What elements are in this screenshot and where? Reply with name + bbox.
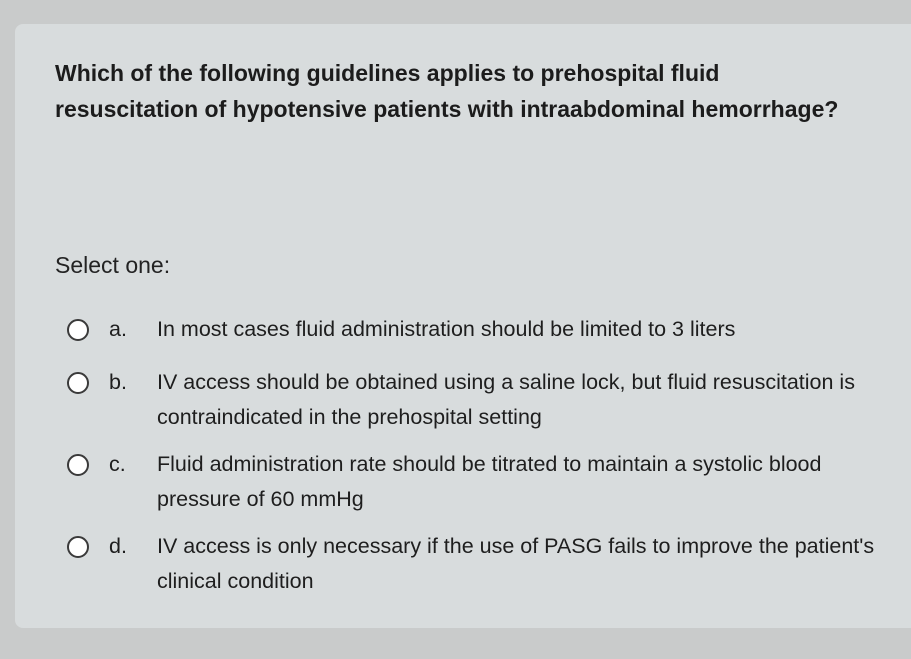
radio-button-a[interactable]: [67, 319, 89, 341]
option-letter-d: d.: [109, 534, 127, 558]
option-letter-c: c.: [109, 452, 126, 476]
radio-button-d[interactable]: [67, 536, 89, 558]
option-letter-b: b.: [109, 370, 127, 394]
option-a[interactable]: [67, 312, 897, 347]
option-d[interactable]: [67, 529, 897, 599]
radio-button-b[interactable]: [67, 372, 89, 394]
option-text-c[interactable]: Fluid administration rate should be titrated to maintain a systolic blood pressure of 60 mmHg: [157, 452, 822, 511]
select-one-label: Select one:: [55, 252, 171, 278]
option-text-d[interactable]: IV access is only necessary if the use of PASG fails to improve the patient's clinical condition: [157, 534, 875, 593]
option-text-b[interactable]: IV access should be obtained using a saline lock, but fluid resuscitation is contraindicated in the prehospital setting: [157, 370, 855, 429]
option-text-a[interactable]: In most cases fluid administration should be limited to 3 liters: [157, 317, 736, 341]
option-b[interactable]: [67, 365, 897, 435]
question-text: Which of the following guidelines applies to prehospital fluid resuscitation of hypotensive patients with intraabdominal hemorrhage?: [55, 60, 839, 122]
option-c[interactable]: [67, 447, 897, 517]
option-letter-a: a.: [109, 317, 127, 341]
radio-button-c[interactable]: [67, 454, 89, 476]
